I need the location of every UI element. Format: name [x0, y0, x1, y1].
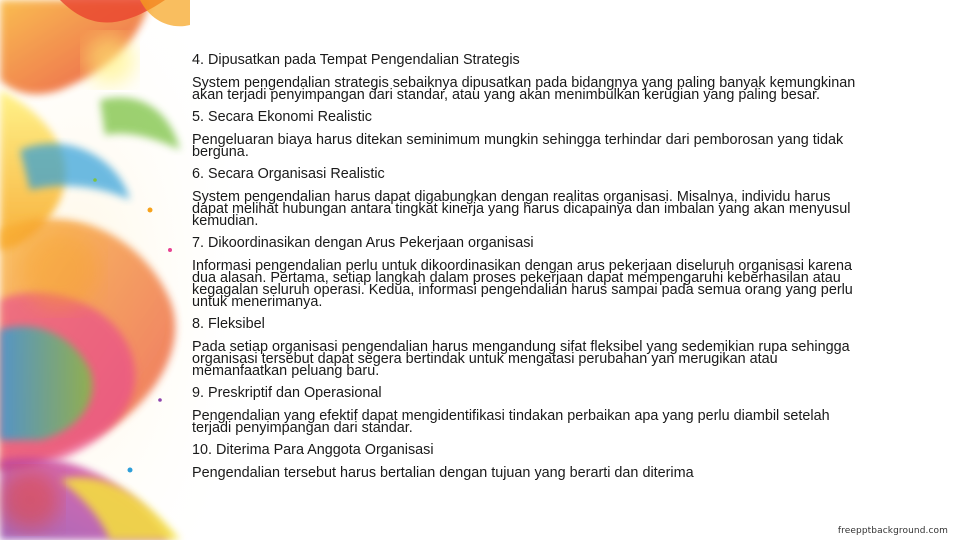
- body-line: Pengendalian yang efektif dapat mengidentifikasi tindakan perbaikan apa yang perlu diambil setelah: [192, 408, 830, 424]
- body-line: terjadi penyimpangan dari standar.: [192, 420, 413, 436]
- list-item: [192, 316, 937, 377]
- body-line: kegagalan seluruh operasi. Kedua, informasi pengendalian harus sampai pada semua orang yang perlu: [192, 282, 853, 298]
- item-heading: 9. Preskriptif dan Operasional: [192, 385, 382, 401]
- list-item: [192, 442, 937, 479]
- body-line: Pengendalian tersebut harus bertalian dengan tujuan yang berarti dan diterima: [192, 465, 694, 481]
- item-body: [192, 191, 937, 227]
- slide-content: [192, 52, 937, 487]
- item-body: [192, 341, 937, 377]
- body-line: System pengendalian strategis sebaiknya dipusatkan pada bidangnya yang paling banyak kemungkinan: [192, 75, 856, 91]
- item-heading: 8. Fleksibel: [192, 316, 265, 332]
- body-line: dua alasan. Pertama, setiap langkah dalam proses pekerjaan dapat mempengaruhi keberhasilan atau: [192, 270, 841, 286]
- item-body: [192, 410, 937, 434]
- item-heading: 4. Dipusatkan pada Tempat Pengendalian Strategis: [192, 52, 520, 68]
- item-body: [192, 260, 937, 308]
- body-line: Pengeluaran biaya harus ditekan seminimum mungkin sehingga terhindar dari pemborosan yang tidak: [192, 132, 844, 148]
- body-line: untuk menerimanya.: [192, 294, 323, 310]
- item-heading: 6. Secara Organisasi Realistic: [192, 166, 385, 182]
- body-line: akan terjadi penyimpangan dari standar, atau yang akan menimbulkan kerugian yang paling besar.: [192, 87, 821, 103]
- list-item: [192, 52, 937, 101]
- item-body: [192, 467, 937, 479]
- body-line: kemudian.: [192, 213, 259, 229]
- list-item: [192, 109, 937, 158]
- body-line: dapat melihat hubungan antara tingkat kinerja yang harus dicapainya dan imbalan yang akan menyusul: [192, 201, 851, 217]
- item-body: [192, 134, 937, 158]
- item-heading: 10. Diterima Para Anggota Organisasi: [192, 442, 434, 458]
- item-heading: 7. Dikoordinasikan dengan Arus Pekerjaan organisasi: [192, 235, 534, 251]
- list-item: [192, 166, 937, 227]
- list-item: [192, 385, 937, 434]
- body-line: Pada setiap organisasi pengendalian harus mengandung sifat fleksibel yang sedemikian rupa sehingga: [192, 339, 850, 355]
- body-line: memanfaatkan peluang baru.: [192, 363, 380, 379]
- body-line: Informasi pengendalian perlu untuk dikoordinasikan dengan arus pekerjaan diseluruh organisasi karena: [192, 258, 853, 274]
- list-item: [192, 235, 937, 308]
- body-line: organisasi tersebut dapat segera bertindak untuk mengatasi perubahan yan merugikan atau: [192, 351, 778, 367]
- item-body: [192, 77, 937, 101]
- body-line: System pengendalian harus dapat digabungkan dengan realitas organisasi. Misalnya, individu harus: [192, 189, 831, 205]
- body-line: berguna.: [192, 144, 249, 160]
- watermark: freepptbackground.com: [837, 526, 948, 536]
- item-heading: 5. Secara Ekonomi Realistic: [192, 109, 372, 125]
